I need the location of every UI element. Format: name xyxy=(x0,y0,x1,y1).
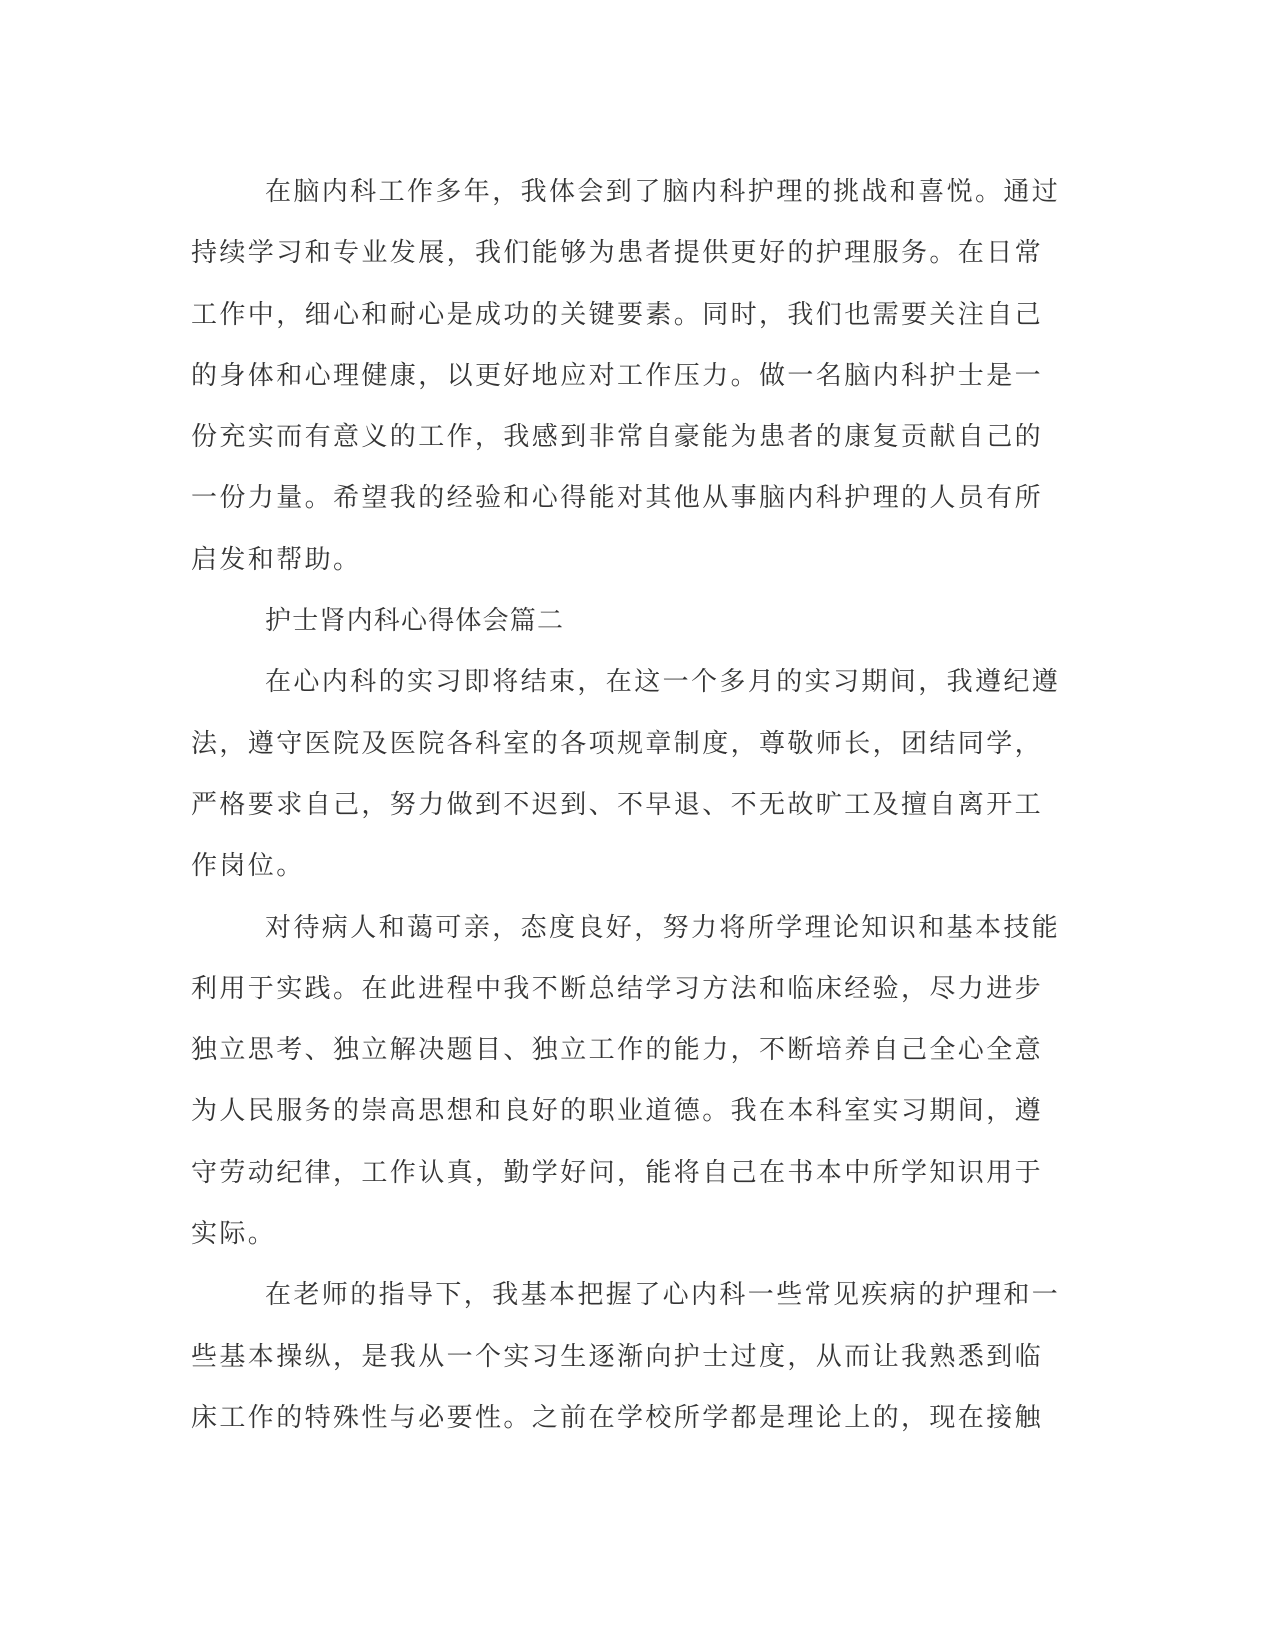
text-line: 作岗位。 xyxy=(191,851,305,882)
text-line: 在脑内科工作多年，我体会到了脑内科护理的挑战和喜悦。通过 xyxy=(265,177,1061,207)
text-line: 在老师的指导下，我基本把握了心内科一些常见疾病的护理和一 xyxy=(265,1280,1061,1311)
text-line: 独立思考、独立解决题目、独立工作的能力，不断培养自己全心全意 xyxy=(191,1035,1044,1066)
document-body xyxy=(191,162,1083,1449)
text-line: 工作中，细心和耐心是成功的关键要素。同时，我们也需要关注自己 xyxy=(191,299,1044,330)
text-line: 床工作的特殊性与必要性。之前在学校所学都是理论上的，现在接触 xyxy=(191,1402,1044,1433)
text-line: 份充实而有意义的工作，我感到非常自豪能为患者的康复贡献自己的 xyxy=(191,422,1044,453)
text-line: 启发和帮助。 xyxy=(191,544,362,575)
paragraph xyxy=(191,898,1083,1266)
paragraph xyxy=(191,162,1083,591)
paragraph xyxy=(191,652,1083,897)
text-line: 为人民服务的崇高思想和良好的职业道德。我在本科室实习期间，遵 xyxy=(191,1096,1044,1127)
text-line: 法，遵守医院及医院各科室的各项规章制度，尊敬师长，团结同学， xyxy=(191,728,1044,759)
text-line: 对待病人和蔼可亲，态度良好，努力将所学理论知识和基本技能 xyxy=(265,912,1061,943)
text-line: 持续学习和专业发展，我们能够为患者提供更好的护理服务。在日常 xyxy=(191,238,1044,269)
text-line: 利用于实践。在此进程中我不断总结学习方法和临床经验，尽力进步 xyxy=(191,973,1044,1004)
text-line: 一份力量。希望我的经验和心得能对其他从事脑内科护理的人员有所 xyxy=(191,483,1044,514)
text-line: 些基本操纵，是我从一个实习生逐渐向护士过度，从而让我熟悉到临 xyxy=(191,1341,1044,1372)
text-line: 的身体和心理健康，以更好地应对工作压力。做一名脑内科护士是一 xyxy=(191,360,1044,391)
section-heading: 护士肾内科心得体会篇二 xyxy=(265,606,565,637)
text-line: 实际。 xyxy=(191,1219,277,1250)
paragraph xyxy=(191,1265,1083,1449)
text-line: 在心内科的实习即将结束，在这一个多月的实习期间，我遵纪遵 xyxy=(265,667,1061,698)
text-line: 严格要求自己，努力做到不迟到、不早退、不无故旷工及擅自离开工 xyxy=(191,789,1044,820)
text-line: 守劳动纪律，工作认真，勤学好问，能将自己在书本中所学知识用于 xyxy=(191,1157,1044,1188)
